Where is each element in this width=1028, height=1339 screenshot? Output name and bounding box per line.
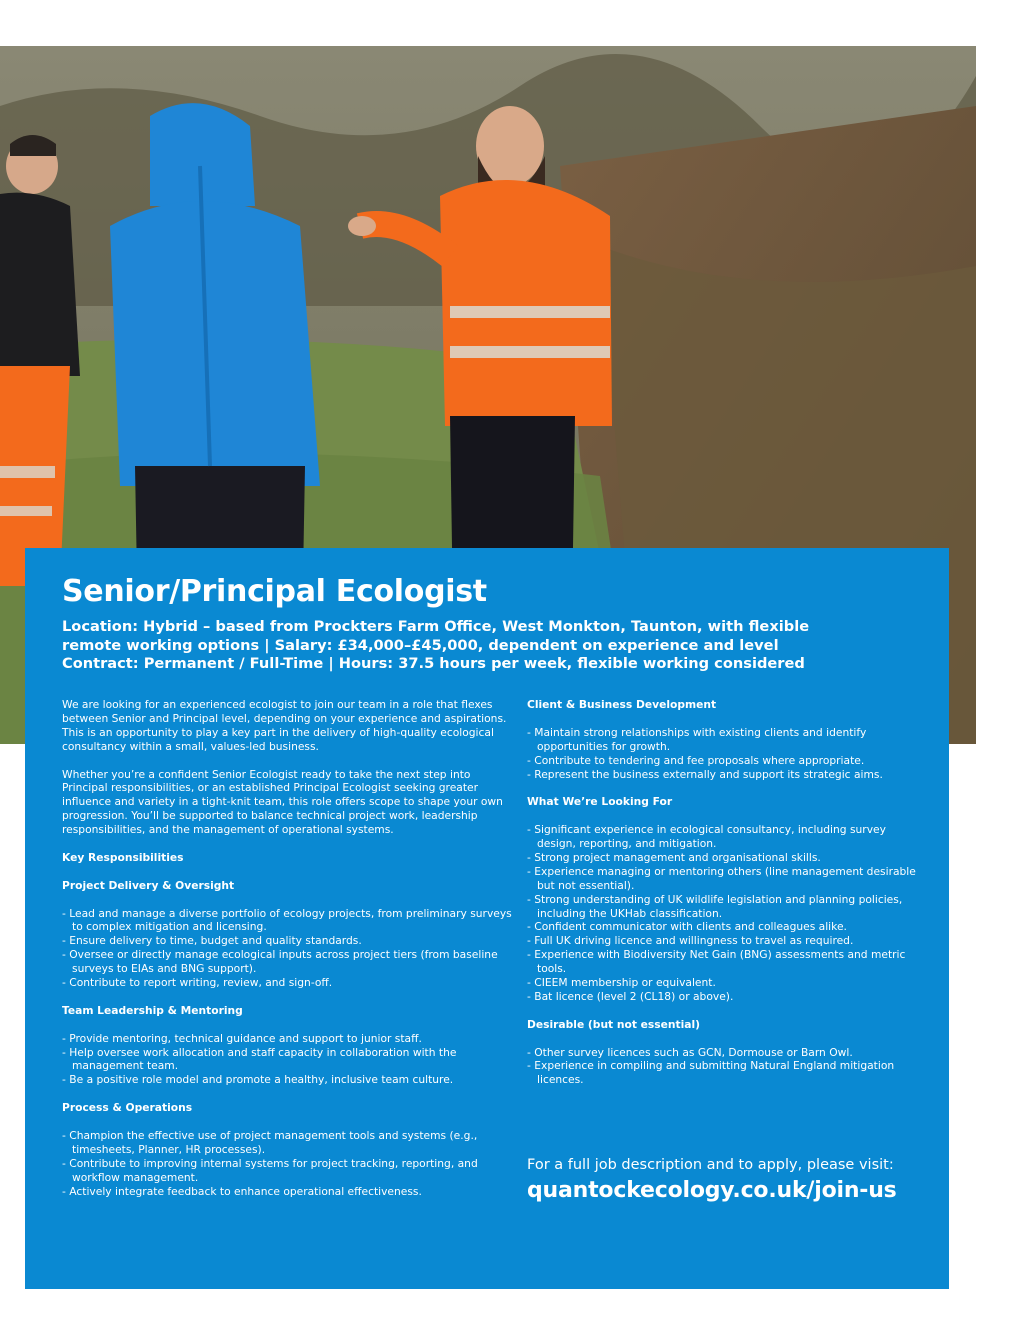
right-column [527,698,919,1101]
client-development-heading: Client & Business Development [527,698,717,711]
project-delivery-list [62,907,512,990]
list-item: - Contribute to tendering and fee proposals where appropriate. [527,754,919,768]
desirable-heading: Desirable (but not essential) [527,1017,701,1031]
list-item: - Experience with Biodiversity Net Gain (BNG) assessments and metric tools. [527,948,919,976]
list-item: - Represent the business externally and support its strategic aims. [527,768,919,782]
list-item: - Provide mentoring, technical guidance and support to junior staff. [62,1032,512,1046]
apply-call-to-action [527,1155,927,1205]
client-development-list [527,726,919,782]
list-item: - Bat licence (level 2 (CL18) or above). [527,990,919,1004]
list-item: - Other survey licences such as GCN, Dormouse or Barn Owl. [527,1046,919,1060]
list-item: - Help oversee work allocation and staff capacity in collaboration with the management team. [62,1046,512,1074]
apply-link[interactable]: quantockecology.co.uk/join-us [527,1178,897,1203]
intro-paragraph: We are looking for an experienced ecologist to join our team in a role that flexes between Senior and Principal level, depending on your experience and aspirations. This is an opportunity to play a key part in the delivery of high-quality ecological consultancy within a small, values-led business. [62,698,507,753]
job-title: Senior/Principal Ecologist [62,574,487,609]
list-item: - Strong understanding of UK wildlife legislation and planning policies, including the UKHab classification. [527,893,919,921]
list-item: - Champion the effective use of project management tools and systems (e.g., timesheets, Planner, HR processes). [62,1129,512,1157]
team-leadership-list [62,1032,512,1088]
job-detail-line: Location: Hybrid – based from Prockters Farm Office, West Monkton, Taunton, with flexible [62,618,810,635]
list-item: - Ensure delivery to time, budget and quality standards. [62,934,512,948]
job-detail-line: Contract: Permanent / Full-Time | Hours: 37.5 hours per week, flexible working considered [62,655,805,673]
key-responsibilities-heading: Key Responsibilities [62,850,184,864]
list-item: - CIEEM membership or equivalent. [527,976,919,990]
list-item: - Contribute to report writing, review, and sign-off. [62,976,512,990]
list-item: - Lead and manage a diverse portfolio of ecology projects, from preliminary surveys to complex mitigation and licensing. [62,907,512,935]
list-item: - Actively integrate feedback to enhance operational effectiveness. [62,1185,512,1199]
team-leadership-heading: Team Leadership & Mentoring [62,1003,243,1017]
process-operations-list [62,1129,512,1199]
left-column [62,698,512,1212]
project-delivery-heading: Project Delivery & Oversight [62,878,235,892]
list-item: - Significant experience in ecological consultancy, including survey design, reporting, and mitigation. [527,823,919,851]
job-details [62,618,912,674]
list-item: - Oversee or directly manage ecological inputs across project tiers (from baseline surveys to EIAs and BNG support). [62,948,512,976]
list-item: - Experience in compiling and submitting Natural England mitigation licences. [527,1059,919,1087]
process-operations-heading: Process & Operations [62,1101,193,1115]
intro-paragraph: Whether you’re a confident Senior Ecologist ready to take the next step into Principal responsibilities, or an established Principal Ecologist seeking greater influence and variety in a tight-knit team, this role offers scope to shape your own progression. You’ll be supported to balance technical project work, leadership responsibilities, and the management of operational systems. [62,767,503,837]
looking-for-heading: What We’re Looking For [527,795,673,809]
list-item: - Contribute to improving internal systems for project tracking, reporting, and workflow management. [62,1157,512,1185]
list-item: - Be a positive role model and promote a healthy, inclusive team culture. [62,1073,512,1087]
list-item: - Full UK driving licence and willingness to travel as required. [527,934,919,948]
desirable-list [527,1046,919,1088]
job-advert-panel [25,548,949,1289]
looking-for-list [527,823,919,1004]
list-item: - Confident communicator with clients and colleagues alike. [527,920,919,934]
list-item: - Experience managing or mentoring others (line management desirable but not essential). [527,865,919,893]
apply-text: For a full job description and to apply, please visit: [527,1157,894,1173]
job-detail-line: remote working options | Salary: £34,000–£45,000, dependent on experience and level [62,636,779,654]
list-item: - Strong project management and organisational skills. [527,851,919,865]
list-item: - Maintain strong relationships with existing clients and identify opportunities for growth. [527,726,919,754]
